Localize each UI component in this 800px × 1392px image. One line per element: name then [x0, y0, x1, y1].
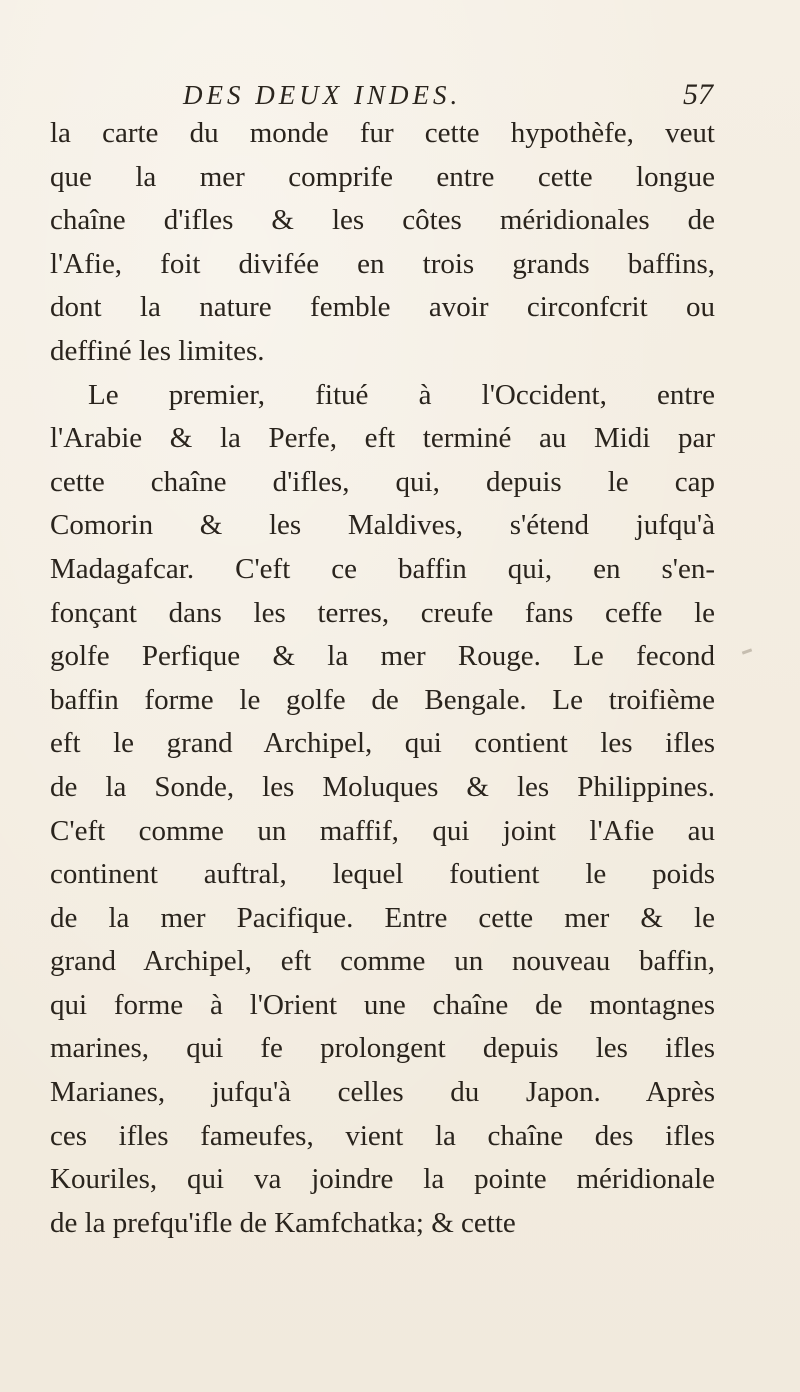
text-line: golfe Perfique & la mer Rouge. Le fecond: [50, 640, 715, 673]
text-line: dont la nature femble avoir circonfcrit ou: [50, 291, 715, 324]
text-line: C'eft comme un maffif, qui joint l'Afie au: [50, 814, 715, 847]
text-line: eft le grand Archipel, qui contient les ifles: [50, 727, 715, 760]
text-line: qui forme à l'Orient une chaîne de montagnes: [50, 988, 715, 1021]
text-line: continent auftral, lequel foutient le poids: [50, 858, 715, 891]
text-line: Madagafcar. C'eft ce baffin qui, en s'en-: [50, 552, 715, 585]
body-text: [50, 112, 715, 1245]
text-line: Marianes, jufqu'à celles du Japon. Après: [50, 1076, 715, 1109]
running-title: DES DEUX INDES.: [183, 80, 462, 110]
text-line: l'Arabie & la Perfe, eft terminé au Midi par: [50, 422, 715, 455]
text-line: ces ifles fameufes, vient la chaîne des ifles: [50, 1119, 715, 1152]
text-line: grand Archipel, eft comme un nouveau baffin,: [50, 945, 715, 978]
text-line: l'Afie, foit divifée en trois grands baffins,: [50, 247, 715, 280]
text-line: Le premier, fitué à l'Occident, entre: [88, 378, 715, 411]
text-line: fonçant dans les terres, creufe fans ceffe le: [50, 596, 715, 629]
text-line: la carte du monde fur cette hypothèfe, veut: [50, 117, 715, 149]
text-line: de la Sonde, les Moluques & les Philippines.: [50, 770, 715, 803]
page-number: 57: [683, 78, 713, 111]
text-line: cette chaîne d'ifles, qui, depuis le cap: [50, 465, 715, 498]
text-line: marines, qui fe prolongent depuis les ifles: [50, 1032, 715, 1065]
text-line: de la prefqu'ifle de Kamfchatka; & cette: [50, 1206, 516, 1239]
text-line: baffin forme le golfe de Bengale. Le troifième: [50, 683, 715, 716]
text-line: Comorin & les Maldives, s'étend jufqu'à: [50, 509, 715, 542]
text-line: de la mer Pacifique. Entre cette mer & le: [50, 901, 715, 934]
text-line: chaîne d'ifles & les côtes méridionales de: [50, 204, 715, 237]
text-line: deffiné les limites.: [50, 334, 265, 367]
paper-speck: [742, 648, 752, 654]
text-line: Kouriles, qui va joindre la pointe méridionale: [50, 1163, 715, 1196]
text-line: que la mer comprife entre cette longue: [50, 160, 715, 193]
